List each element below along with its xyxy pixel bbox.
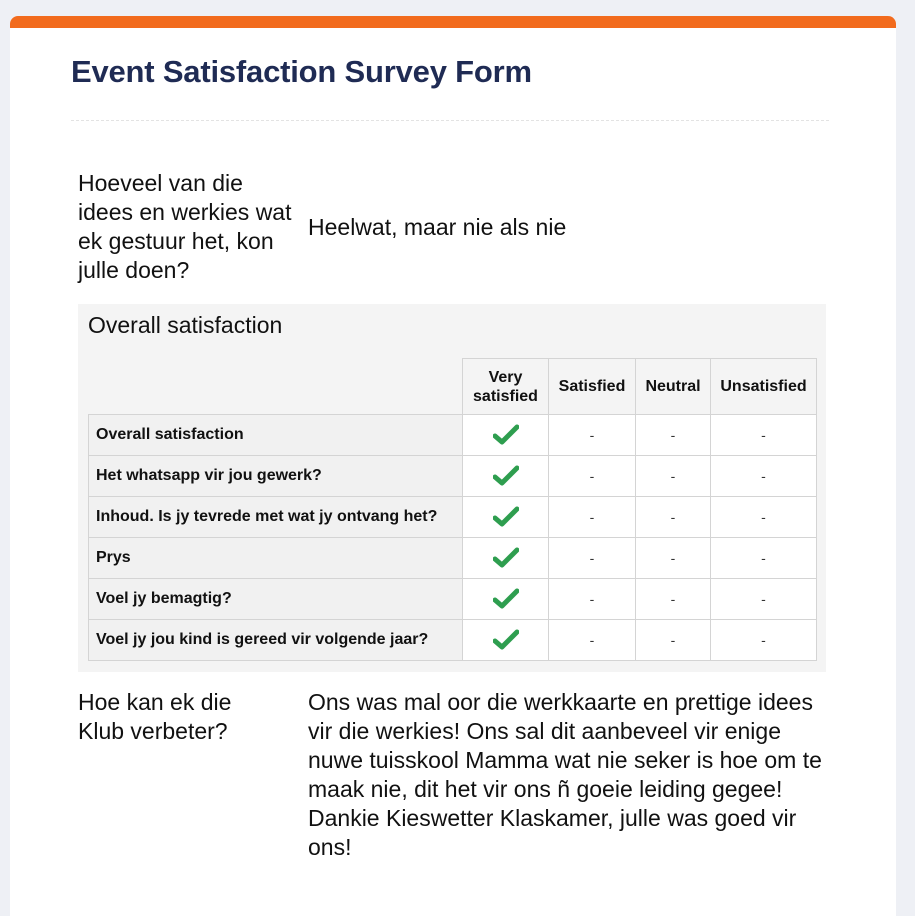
checkmark-icon [493, 588, 519, 610]
matrix-corner [89, 359, 463, 415]
matrix-cell-empty: - [636, 620, 711, 661]
matrix-row-label: Prys [89, 538, 463, 579]
matrix-cell-empty: - [711, 538, 817, 579]
matrix-cell-empty: - [711, 415, 817, 456]
matrix-cell-empty: - [636, 415, 711, 456]
satisfaction-matrix [88, 358, 817, 661]
column-header-satisfied: Satisfied [549, 359, 636, 415]
column-header-very-satisfied [463, 359, 549, 415]
checkmark-icon [493, 547, 519, 569]
matrix-row-label: Inhoud. Is jy tevrede met wat jy ontvang het? [89, 497, 463, 538]
matrix-cell-empty: - [636, 579, 711, 620]
checkmark-icon [493, 629, 519, 651]
matrix-row-label: Het whatsapp vir jou gewerk? [89, 456, 463, 497]
title-divider [71, 120, 829, 121]
matrix-row [89, 456, 817, 497]
matrix-cell-empty: - [549, 456, 636, 497]
matrix-cell-empty: - [549, 497, 636, 538]
matrix-row [89, 538, 817, 579]
matrix-cell-selected [463, 415, 549, 456]
matrix-cell-empty: - [636, 497, 711, 538]
question-label-ideas: Hoeveel van die idees en werkies wat ek gestuur het, kon julle doen? [78, 170, 292, 283]
matrix-cell-selected [463, 456, 549, 497]
matrix-cell-selected [463, 497, 549, 538]
matrix-cell-empty: - [549, 579, 636, 620]
matrix-row [89, 415, 817, 456]
satisfaction-matrix-section [78, 304, 826, 672]
matrix-row [89, 497, 817, 538]
matrix-cell-empty: - [636, 456, 711, 497]
matrix-row-label: Voel jy bemagtig? [89, 579, 463, 620]
survey-card [10, 16, 896, 916]
matrix-row [89, 620, 817, 661]
matrix-cell-empty: - [711, 620, 817, 661]
checkmark-icon [493, 506, 519, 528]
matrix-cell-empty: - [549, 620, 636, 661]
matrix-cell-empty: - [711, 456, 817, 497]
matrix-cell-selected [463, 579, 549, 620]
form-title: Event Satisfaction Survey Form [71, 54, 532, 89]
accent-bar [10, 16, 896, 28]
matrix-row-label: Voel jy jou kind is gereed vir volgende jaar? [89, 620, 463, 661]
question-answer-improve: Ons was mal oor die werkkaarte en prettige idees vir die werkies! Ons sal dit aanbeveel vir enige nuwe tuisskool Mamma wat nie seker is hoe om te maak nie, dit het vir ons ñ goeie leiding gegee! Dankie Kieswetter Klaskamer, julle was goed vir ons! [308, 689, 822, 860]
column-header-label: Very satisfied [473, 368, 538, 405]
question-answer-ideas: Heelwat, maar nie als nie [308, 214, 567, 240]
column-header-neutral: Neutral [636, 359, 711, 415]
matrix-row-label: Overall satisfaction [89, 415, 463, 456]
matrix-cell-selected [463, 620, 549, 661]
matrix-cell-empty: - [549, 538, 636, 579]
matrix-cell-empty: - [549, 415, 636, 456]
matrix-cell-empty: - [711, 579, 817, 620]
column-header-unsatisfied: Unsatisfied [711, 359, 817, 415]
matrix-row [89, 579, 817, 620]
matrix-heading: Overall satisfaction [88, 312, 283, 338]
checkmark-icon [493, 424, 519, 446]
question-label-improve: Hoe kan ek die Klub verbeter? [78, 689, 232, 744]
matrix-cell-empty: - [636, 538, 711, 579]
checkmark-icon [493, 465, 519, 487]
matrix-cell-selected [463, 538, 549, 579]
matrix-cell-empty: - [711, 497, 817, 538]
